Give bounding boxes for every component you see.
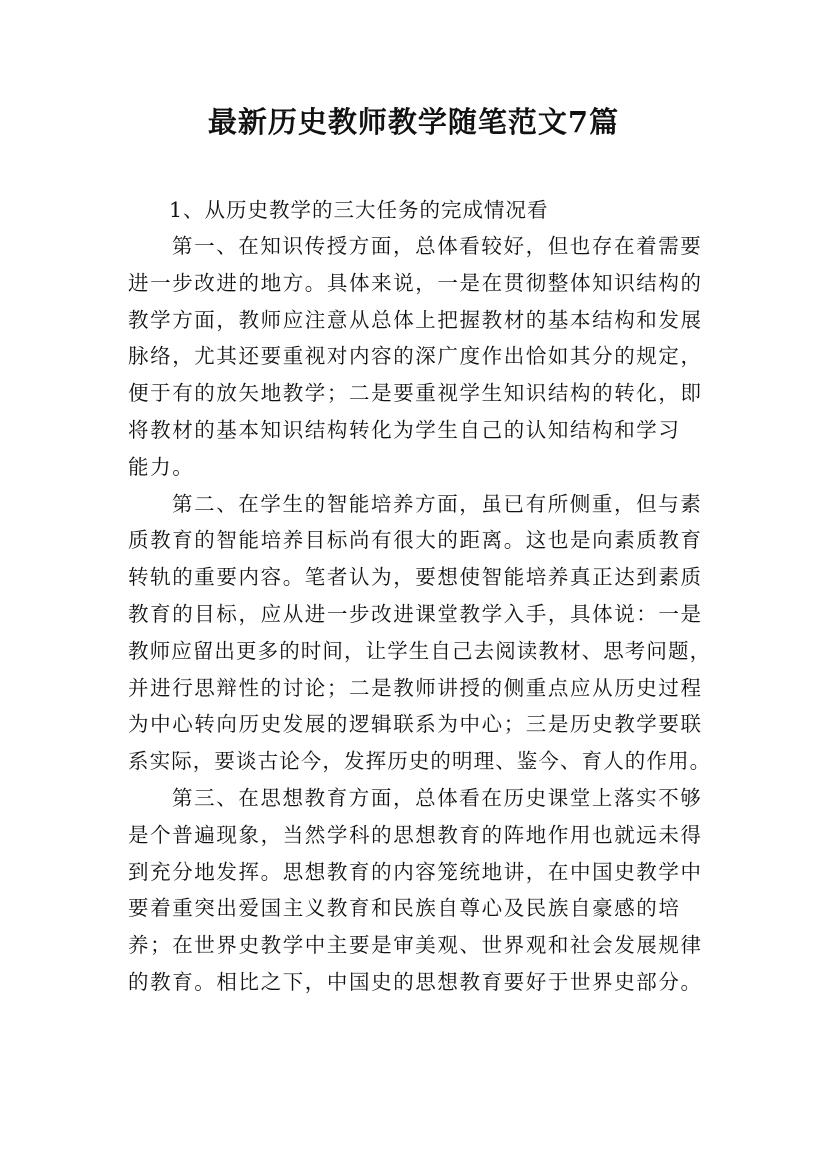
paragraph-line: 进一步改进的地方。具体来说，一是在贯彻整体知识结构的: [128, 270, 703, 295]
paragraph-3: [128, 780, 713, 1001]
paragraph-line: 的教育。相比之下，中国史的思想教育要好于世界史部分。: [128, 969, 703, 994]
paragraph-line: 养；在世界史教学中主要是审美观、世界观和社会发展规律: [128, 933, 703, 958]
paragraph-line: 能力。: [128, 454, 195, 479]
paragraph-line: 便于有的放矢地教学；二是要重视学生知识结构的转化，即: [128, 381, 703, 406]
paragraph-1: [128, 228, 713, 486]
document-body: [128, 192, 713, 1001]
paragraph-line: 质教育的智能培养目标尚有很大的距离。这也是向素质教育: [128, 528, 703, 553]
paragraph-line: 要着重突出爱国主义教育和民族自尊心及民族自豪感的培: [128, 896, 681, 921]
paragraph-line: 为中心转向历史发展的逻辑联系为中心；三是历史教学要联: [128, 712, 703, 737]
paragraph-line: 转轨的重要内容。笔者认为，要想使智能培养真正达到素质: [128, 565, 703, 590]
paragraph-line: 教师应留出更多的时间，让学生自己去阅读教材、思考问题，: [128, 638, 712, 663]
paragraph-line: 第一、在知识传授方面，总体看较好，但也存在着需要: [172, 234, 703, 258]
paragraph-line: 将教材的基本知识结构转化为学生自己的认知结构和学习: [128, 417, 681, 442]
document-title: 最新历史教师教学随笔范文7篇: [207, 105, 620, 139]
paragraph-2: [128, 486, 713, 780]
paragraph-line: 教育的目标，应从进一步改进课堂教学入手，具体说：一是: [128, 601, 703, 626]
paragraph-line: 是个普遍现象，当然学科的思想教育的阵地作用也就远未得: [128, 822, 703, 847]
paragraph-line: 脉络，尤其还要重视对内容的深广度作出恰如其分的规定，: [128, 344, 703, 369]
paragraph-line: 教学方面，教师应注意从总体上把握教材的基本结构和发展: [128, 307, 703, 332]
paragraph-line: 并进行思辩性的讨论；二是教师讲授的侧重点应从历史过程: [128, 675, 703, 700]
paragraph-line: 第二、在学生的智能培养方面，虽已有所侧重，但与素: [172, 491, 703, 516]
paragraph-line: 第三、在思想教育方面，总体看在历史课堂上落实不够: [172, 785, 703, 810]
paragraph-line: 系实际，要谈古论今，发挥历史的明理、鉴今、育人的作用。: [128, 749, 712, 774]
paragraph-line: 到充分地发挥。思想教育的内容笼统地讲，在中国史教学中: [128, 859, 703, 884]
section-heading: 1、从历史教学的三大任务的完成情况看: [169, 198, 549, 222]
